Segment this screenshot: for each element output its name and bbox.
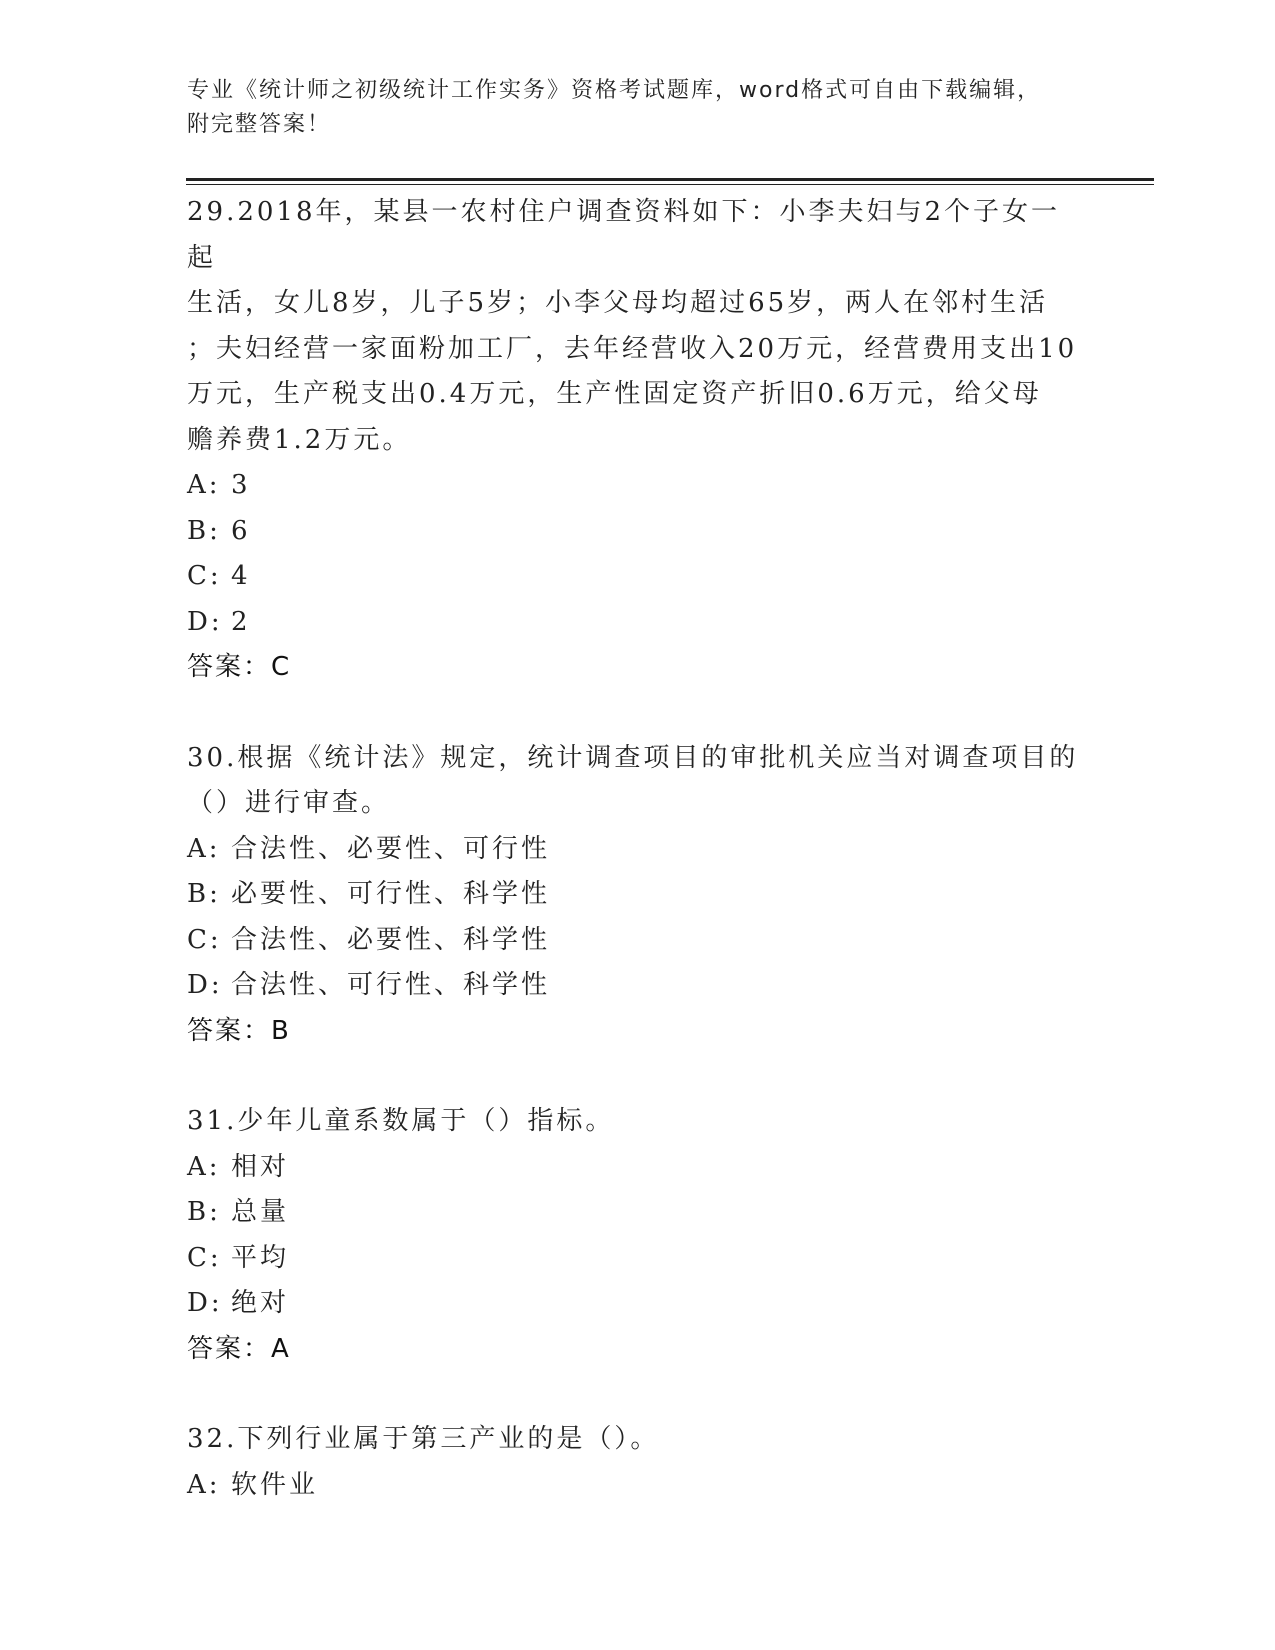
option-text: 软件业 [231,1469,319,1500]
option-letter: C: [187,561,222,591]
question-spacer [187,691,1087,736]
option-letter: D: [187,1288,223,1318]
option-letter: C: [187,924,222,955]
question-list [187,190,1087,1508]
question-32 [187,1417,1087,1508]
answer-line: 答案：C [187,652,292,682]
header-divider-thin [186,184,1154,185]
option-text: 合法性、必要性、可行性 [231,833,551,864]
option-text: 平均 [231,1242,290,1273]
option-text: 合法性、必要性、科学性 [231,924,551,955]
document-header [187,74,1087,142]
option-letter: C: [187,1242,222,1273]
header-line-2: 附完整答案！ [187,112,332,137]
question-30 [187,736,1087,1055]
option-c [187,1236,1087,1282]
option-c [187,918,1087,964]
option-letter: A: [187,833,221,864]
option-a [187,463,1087,509]
question-29 [187,190,1087,691]
header-divider-thick [186,178,1154,181]
option-letter: A: [187,1469,221,1500]
question-stem: 31.少年儿童系数属于（）指标。 [187,1106,615,1136]
option-d [187,600,1087,646]
question-31 [187,1099,1087,1372]
question-spacer [187,1054,1087,1099]
option-b [187,872,1087,918]
question-stem: 32.下列行业属于第三产业的是（）。 [187,1424,660,1454]
option-text: 必要性、可行性、科学性 [231,879,551,909]
option-text: 2 [231,606,251,637]
option-d [187,1281,1087,1327]
option-letter: B: [187,515,221,546]
option-text: 合法性、可行性、科学性 [231,970,551,1000]
option-b [187,509,1087,555]
option-text: 总量 [231,1197,290,1227]
question-spacer [187,1372,1087,1417]
option-d [187,963,1087,1009]
option-letter: B: [187,1197,221,1227]
option-b [187,1190,1087,1236]
question-stem: 30.根据《统计法》规定，统计调查项目的审批机关应当对调查项目的 （）进行审查。 [187,742,1079,818]
option-letter: B: [187,879,221,909]
option-text: 4 [231,561,251,591]
header-line-1: 专业《统计师之初级统计工作实务》资格考试题库，word格式可自由下载编辑， [187,78,1042,103]
option-a [187,1463,1087,1509]
option-a [187,827,1087,873]
option-c [187,554,1087,600]
option-letter: A: [187,470,221,500]
option-text: 3 [231,470,251,500]
question-stem: 29.2018年，某县一农村住户调查资料如下：小李夫妇与2个子女一起 生活，女儿8岁，儿子5岁；小李父母均超过65岁，两人在邻村生活 ；夫妇经营一家面粉加工厂，去年经营收入20万元，经营费用支出10 万元，生产税支出0.4万元，生产性固定资产折旧0.6万元，给父母 赡养费1.2万元。 [187,197,1078,455]
option-text: 6 [231,515,251,546]
option-text: 相对 [231,1151,290,1182]
option-a [187,1145,1087,1191]
answer-line: 答案：B [187,1015,291,1046]
option-text: 绝对 [231,1288,290,1318]
option-letter: A: [187,1151,221,1182]
option-letter: D: [187,606,223,637]
answer-line: 答案：A [187,1333,291,1364]
option-letter: D: [187,970,223,1000]
